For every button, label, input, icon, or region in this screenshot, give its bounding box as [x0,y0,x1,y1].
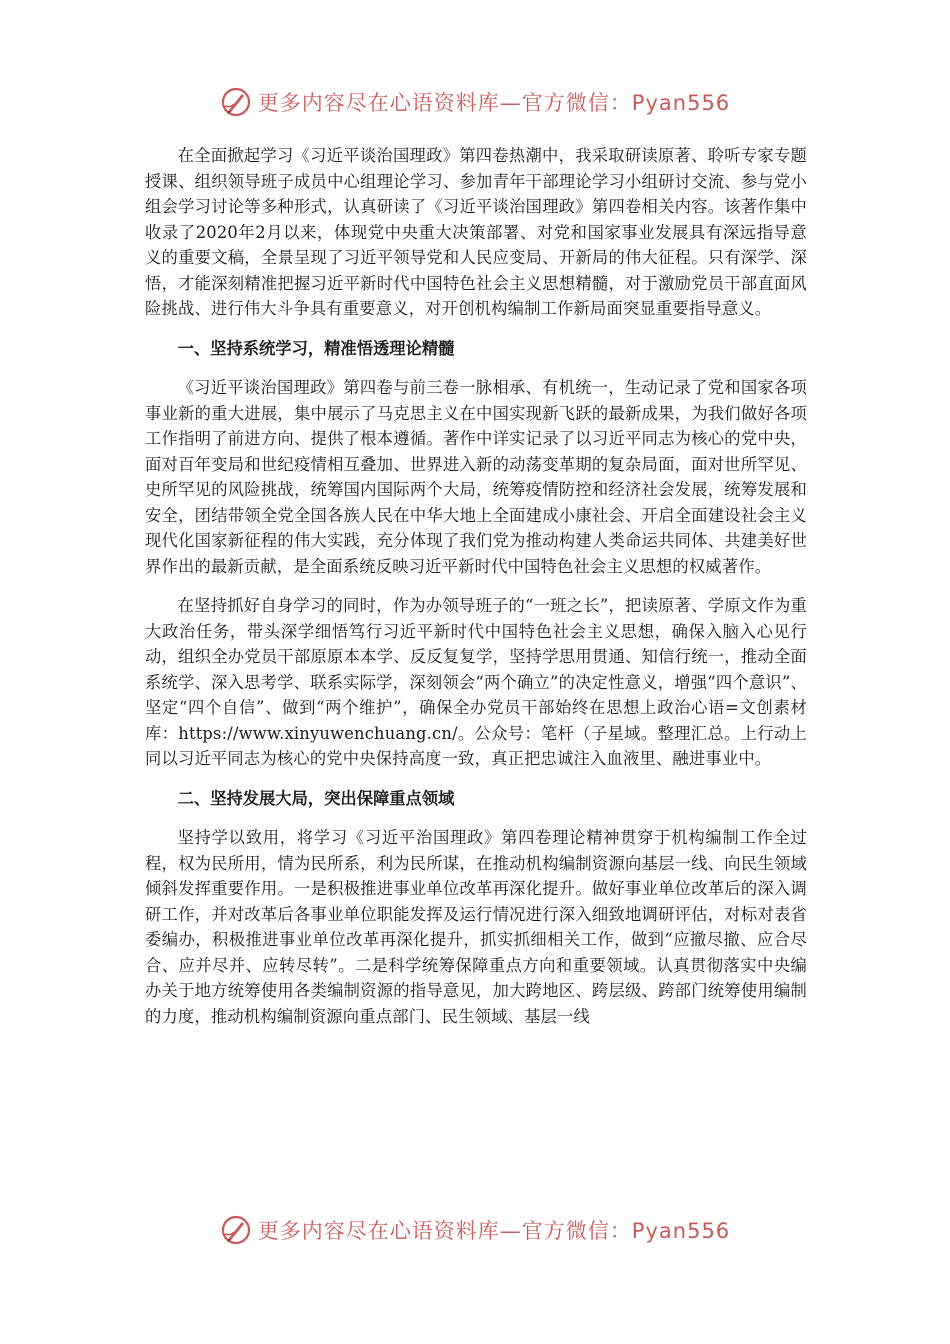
header-banner [0,80,950,124]
paragraph: 坚持学以致用，将学习《习近平治国理政》第四卷理论精神贯穿于机构编制工作全过程，权为民所用，情为民所系，利为民所谋，在推动机构编制资源向基层一线、向民生领域倾斜发挥重要作用。一是积极推进事业单位改革再深化提升。做好事业单位改革后的深入调研工作，并对改革后各事业单位职能发挥及运行情况进行深入细致地调研评估，对标对表省委编办，积极推进事业单位改革再深化提升，抓实抓细相关工作，做到“应撤尽撤、应合尽合、应并尽并、应转尽转”。二是科学统筹保障重点方向和重要领域。认真贯彻落实中央编办关于地方统筹使用各类编制资源的指导意见，加大跨地区、跨层级、跨部门统筹使用编制的力度，推动机构编制资源向重点部门、民生领域、基层一线 [145,828,807,1026]
quill-pen-logo-icon [220,86,252,118]
banner-text: 更多内容尽在心语资料库—官方微信：Pyan556 [257,1219,731,1243]
paragraph: 在坚持抓好自身学习的同时，作为办领导班子的“一班之长”，把读原著、学原文作为重大政治任务，带头深学细悟笃行习近平新时代中国特色社会主义思想，确保入脑入心见行动，组织全办党员干部原原本本学、反反复复学，坚持学思用贯通、知信行统一，推动全面系统学、深入思考学、联系实际学，深刻领会“两个确立”的决定性意义，增强“四个意识”、坚定“四个自信”、做到“两个维护”，确保全办党员干部始终在思想上政治心语=文创素材库：https://www.xinyuwenchuang.cn/。公众号：笔杆（子星域。整理汇总。上行动上同以习近平同志为核心的党中央保持高度一致，真正把忠诚注入血液里、融进事业中。 [145,596,807,768]
quill-pen-logo-icon [220,1214,252,1246]
footer-banner [0,1208,950,1252]
paragraph: 《习近平谈治国理政》第四卷与前三卷一脉相承、有机统一，生动记录了党和国家各项事业新的重大进展，集中展示了马克思主义在中国实现新飞跃的最新成果，为我们做好各项工作指明了前进方向、提供了根本遵循。著作中详实记录了以习近平同志为核心的党中央，面对百年变局和世纪疫情相互叠加、世界进入新的动荡变革期的复杂局面，面对世所罕见、史所罕见的风险挑战，统筹国内国际两个大局，统筹疫情防控和经济社会发展，统筹发展和安全，团结带领全党全国各族人民在中华大地上全面建成小康社会、开启全面建设社会主义现代化国家新征程的伟大实践，充分体现了我们党为推动构建人类命运共同体、共建美好世界作出的最新贡献，是全面系统反映习近平新时代中国特色社会主义思想的权威著作。 [145,378,807,576]
section-heading: 一、坚持系统学习，精准悟透理论精髓 [177,338,455,358]
document-body [145,143,807,1029]
banner-text: 更多内容尽在心语资料库—官方微信：Pyan556 [257,91,731,115]
paragraph: 在全面掀起学习《习近平谈治国理政》第四卷热潮中，我采取研读原著、聆听专家专题授课、组织领导班子成员中心组理论学习、参加青年干部理论学习小组研讨交流、参与党小组会学习讨论等多种形式，认真研读了《习近平谈治国理政》第四卷相关内容。该著作集中收录了2020年2月以来，体现党中央重大决策部署、对党和国家事业发展具有深远指导意义的重要文稿，全景呈现了习近平领导党和人民应变局、开新局的伟大征程。只有深学、深悟，才能深刻精准把握习近平新时代中国特色社会主义思想精髓，对于激励党员干部直面风险挑战、进行伟大斗争具有重要意义，对开创机构编制工作新局面突显重要指导意义。 [145,146,807,318]
section-heading: 二、坚持发展大局，突出保障重点领域 [177,788,455,808]
